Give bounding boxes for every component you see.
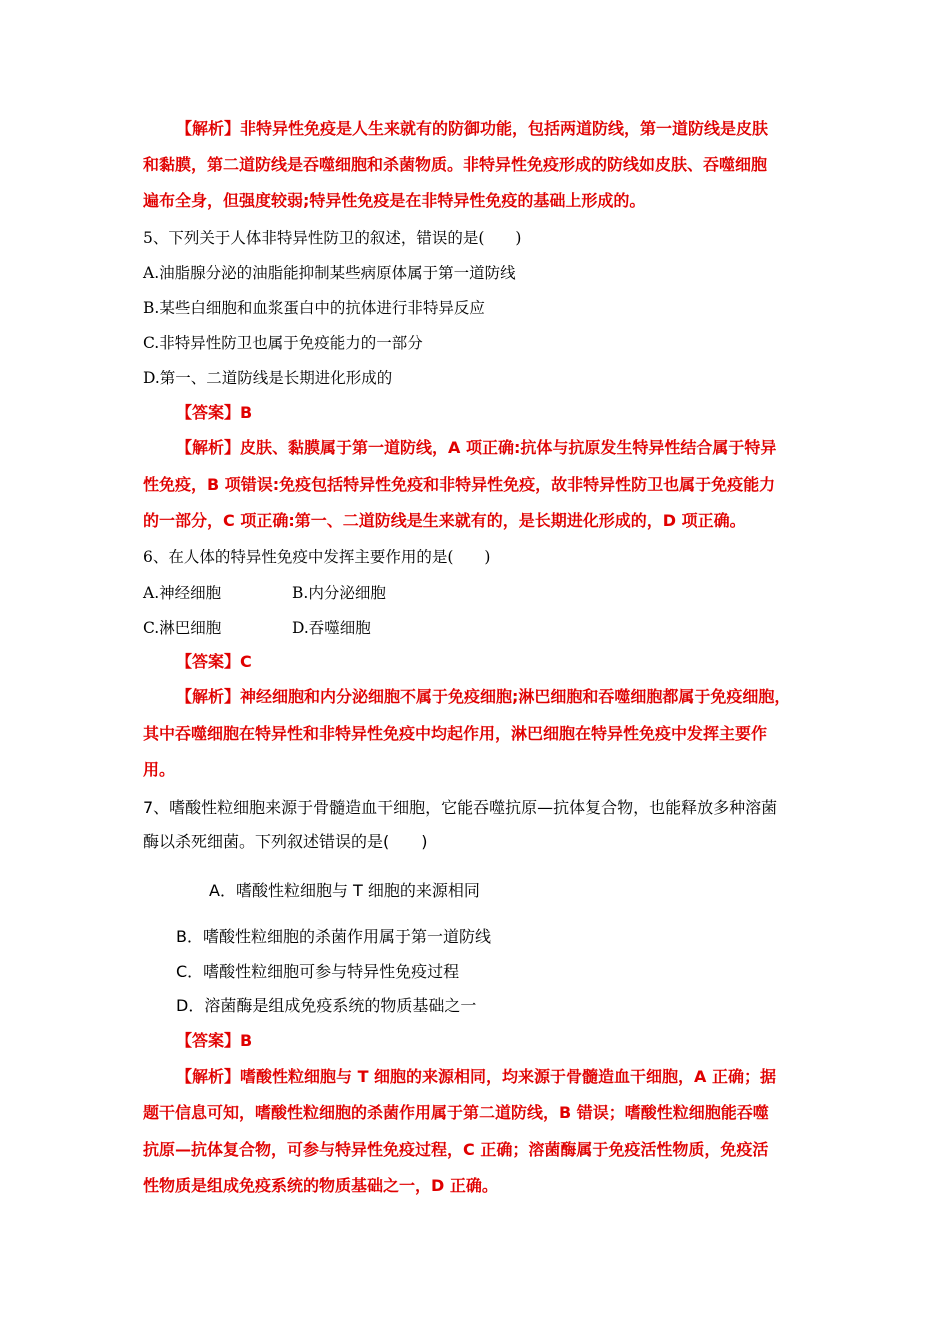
question-6-option-c: C.淋巴细胞 [143,619,222,637]
question-7-stem-line-1: 7、嗜酸性粒细胞来源于骨髓造血干细胞，它能吞噬抗原—抗体复合物，也能释放多种溶菌 [143,798,778,817]
question-5-option-b: B.某些白细胞和血浆蛋白中的抗体进行非特异反应 [143,299,485,317]
analysis-q7-line-1: 【解析】嗜酸性粒细胞与 T 细胞的来源相同，均来源于骨髓造血干细胞，A 正确；据 [176,1067,777,1086]
question-7-stem-line-2: 酶以杀死细菌。下列叙述错误的是( ) [143,832,428,851]
analysis-q4-line-2: 和黏膜，第二道防线是吞噬细胞和杀菌物质。非特异性免疫形成的防线如皮肤、吞噬细胞 [143,155,768,174]
question-7-option-b: B．嗜酸性粒细胞的杀菌作用属于第一道防线 [176,927,491,946]
question-5-option-d: D.第一、二道防线是长期进化形成的 [143,369,393,387]
analysis-q5-line-3: 的一部分，C 项正确:第一、二道防线是生来就有的，是长期进化形成的，D 项正确。 [143,511,746,530]
question-5-stem: 5、下列关于人体非特异性防卫的叙述，错误的是( ) [143,229,522,247]
analysis-q4-line-1: 【解析】非特异性免疫是人生来就有的防御功能，包括两道防线，第一道防线是皮肤 [176,119,769,138]
question-7-option-c: C．嗜酸性粒细胞可参与特异性免疫过程 [176,962,460,981]
question-5-answer: 【答案】B [176,403,253,422]
analysis-q7-line-2: 题干信息可知，嗜酸性粒细胞的杀菌作用属于第二道防线，B 错误；嗜酸性粒细胞能吞噬 [143,1103,769,1122]
analysis-q5-line-1: 【解析】皮肤、黏膜属于第一道防线，A 项正确:抗体与抗原发生特异性结合属于特异 [176,438,777,457]
question-5-option-c: C.非特异性防卫也属于免疫能力的一部分 [143,334,423,352]
question-6-option-b: B.内分泌细胞 [292,584,386,602]
question-7-answer: 【答案】B [176,1031,253,1050]
analysis-q4-line-3: 遍布全身，但强度较弱;特异性免疫是在非特异性免疫的基础上形成的。 [143,191,646,210]
question-6-answer: 【答案】C [176,652,252,671]
analysis-q6-line-1: 【解析】神经细胞和内分泌细胞不属于免疫细胞;淋巴细胞和吞噬细胞都属于免疫细胞， [176,687,791,706]
question-6-option-d: D.吞噬细胞 [292,619,371,637]
analysis-q6-line-3: 用。 [143,760,176,779]
analysis-q5-line-2: 性免疫，B 项错误:免疫包括特异性免疫和非特异性免疫，故非特异性防卫也属于免疫能力 [143,475,776,494]
question-6-stem: 6、在人体的特异性免疫中发挥主要作用的是( ) [143,548,491,566]
analysis-q7-line-3: 抗原—抗体复合物，可参与特异性免疫过程，C 正确；溶菌酶属于免疫活性物质，免疫活 [143,1140,769,1159]
question-5-option-a: A.油脂腺分泌的油脂能抑制某些病原体属于第一道防线 [143,264,516,282]
question-7-option-d: D．溶菌酶是组成免疫系统的物质基础之一 [176,996,477,1015]
question-6-option-a: A.神经细胞 [143,584,222,602]
analysis-q7-line-4: 性物质是组成免疫系统的物质基础之一，D 正确。 [143,1176,498,1195]
analysis-q6-line-2: 其中吞噬细胞在特异性和非特异性免疫中均起作用，淋巴细胞在特异性免疫中发挥主要作 [143,724,768,743]
question-7-option-a: A．嗜酸性粒细胞与 T 细胞的来源相同 [209,881,480,900]
